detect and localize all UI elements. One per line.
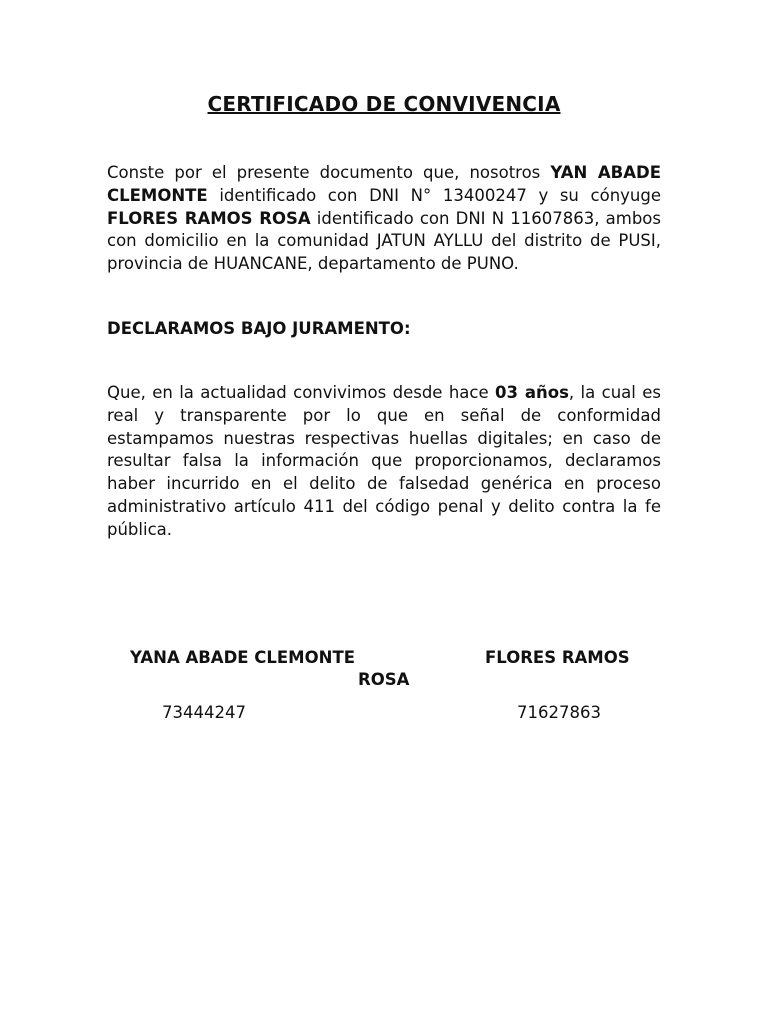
signature-name-1: YANA ABADE CLEMONTE [130, 648, 355, 667]
duration-value: 03 años [495, 383, 569, 402]
intro-text-1: Conste por el presente documento que, nosotros [107, 163, 551, 182]
declaration-text-2: , la cual es real y transparente por lo que en señal de conformidad estampamos nuestras respectivas huellas digitales; en caso de resultar falsa la información que proporcionamos, declaramos haber incurrido en el delito de falsedad genérica en proceso administrativo artículo 411 del código penal y delito contra la fe pública. [107, 383, 661, 539]
document-title: CERTIFICADO DE CONVIVENCIA [207, 92, 561, 116]
declaration-text-1: Que, en la actualidad convivimos desde hace [107, 383, 496, 402]
signature-name-2: FLORES RAMOS [485, 648, 630, 667]
declaration-heading: DECLARAMOS BAJO JURAMENTO: [107, 319, 411, 338]
signature-dni-2: 71627863 [517, 703, 601, 722]
signature-dni-1: 73444247 [162, 703, 246, 722]
declarant-name-1: YAN ABADE CLEMONTE [107, 163, 661, 205]
intro-paragraph [107, 162, 661, 276]
signature-name-2-continued: ROSA [358, 670, 410, 689]
intro-text-3: identificado con DNI N 11607863, ambos con domicilio en la comunidad JATUN AYLLU del distrito de PUSI, provincia de HUANCANE, departamento de PUNO. [107, 208, 661, 274]
declaration-paragraph [107, 382, 661, 542]
intro-text-2: identificado con DNI N° 13400247 y su cónyuge [207, 185, 661, 205]
declarant-name-2: FLORES RAMOS ROSA [107, 208, 311, 228]
